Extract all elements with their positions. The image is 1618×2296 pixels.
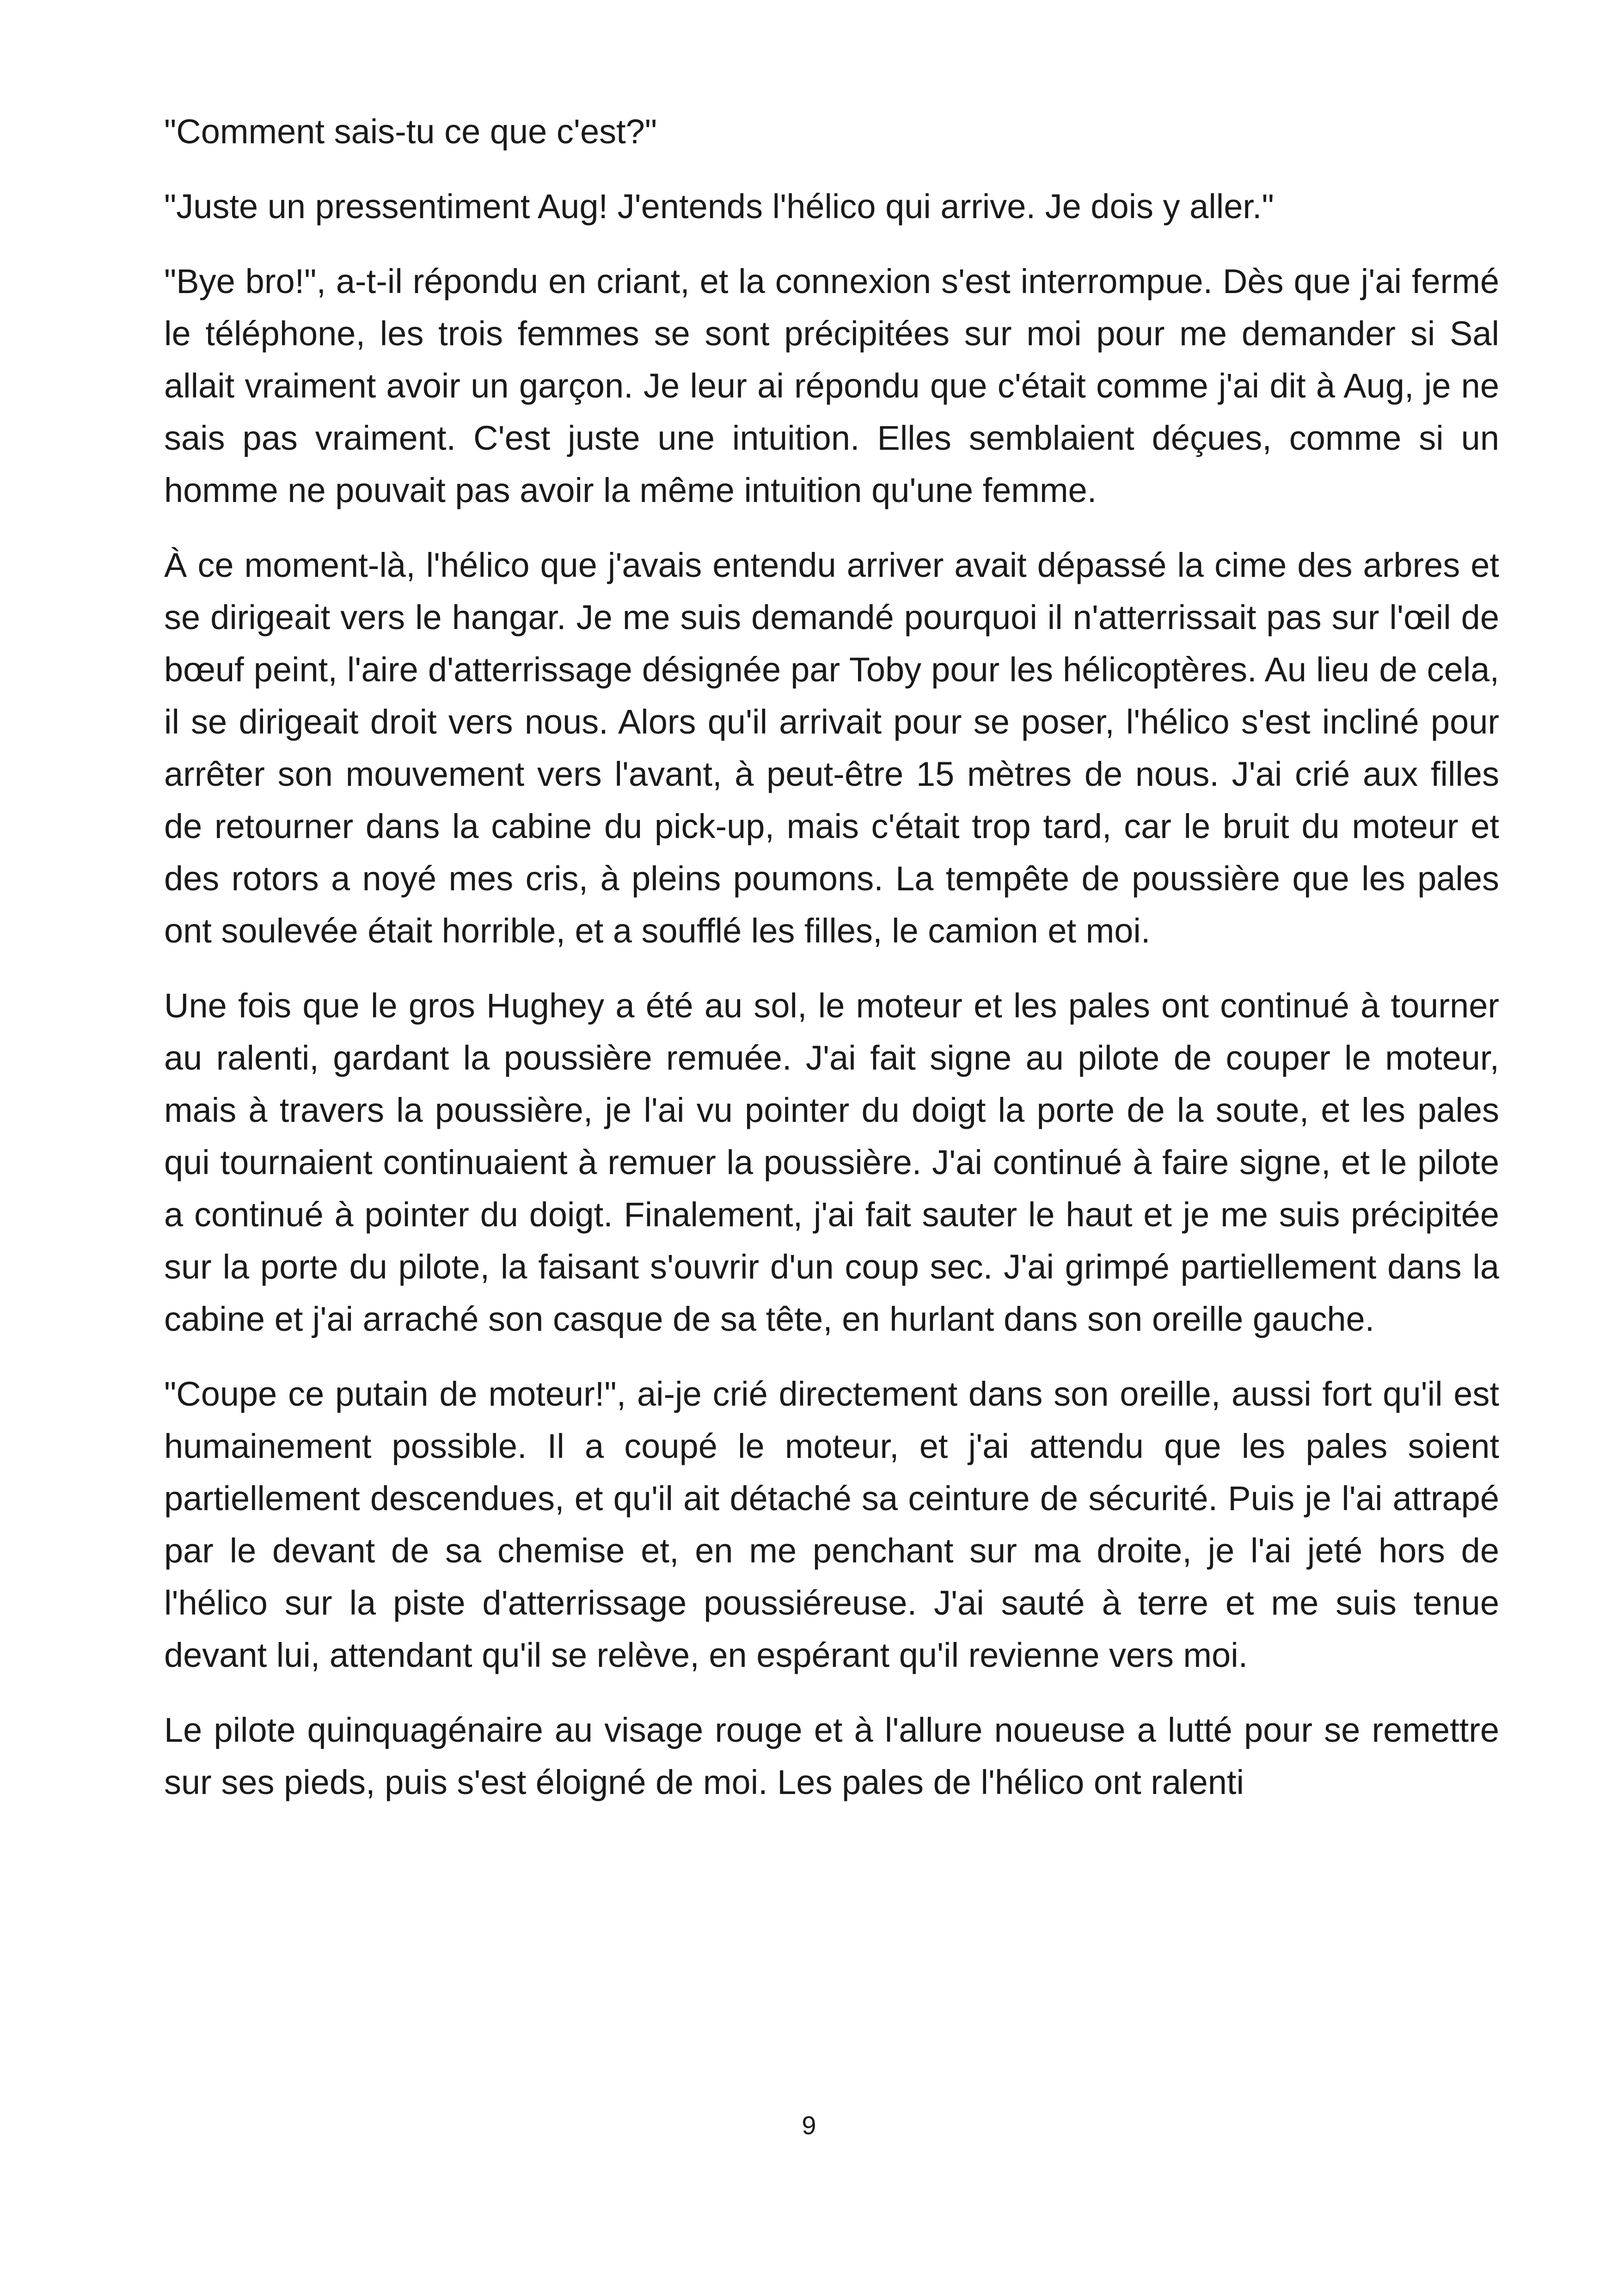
body-text <box>164 105 1499 1831</box>
paragraph-4: À ce moment-là, l'hélico que j'avais entendu arriver avait dépassé la cime des arbres et se dirigeait vers le hangar. Je me suis demandé pourquoi il n'atterrissait pas sur l'œil de bœuf peint, l'aire d'atterrissage désignée par Toby pour les hélicoptères. Au lieu de cela, il se dirigeait droit vers nous. Alors qu'il arrivait pour se poser, l'hélico s'est incliné pour arrêter son mouvement vers l'avant, à peut-être 15 mètres de nous. J'ai crié aux filles de retourner dans la cabine du pick-up, mais c'était trop tard, car le bruit du moteur et des rotors a noyé mes cris, à pleins poumons. La tempête de poussière que les pales ont soulevée était horrible, et a soufflé les filles, le camion et moi. <box>164 546 1499 950</box>
paragraph-5: Une fois que le gros Hughey a été au sol, le moteur et les pales ont continué à tourner au ralenti, gardant la poussière remuée. J'ai fait signe au pilote de couper le moteur, mais à travers la poussière, je l'ai vu pointer du doigt la porte de la soute, et les pales qui tournaient continuaient à remuer la poussière. J'ai continué à faire signe, et le pilote a continué à pointer du doigt. Finalement, j'ai fait sauter le haut et je me suis précipitée sur la porte du pilote, la faisant s'ouvrir d'un coup sec. J'ai grimpé partiellement dans la cabine et j'ai arraché son casque de sa tête, en hurlant dans son oreille gauche. <box>164 986 1499 1338</box>
paragraph-7: Le pilote quinquagénaire au visage rouge et à l'allure noueuse a lutté pour se remettre sur ses pieds, puis s'est éloigné de moi. Les pales de l'hélico ont ralenti <box>164 1711 1499 1801</box>
paragraph-3: "Bye bro!", a-t-il répondu en criant, et la connexion s'est interrompue. Dès que j'ai fermé le téléphone, les trois femmes se sont précipitées sur moi pour me demander si Sal allait vraiment avoir un garçon. Je leur ai répondu que c'était comme j'ai dit à Aug, je ne sais pas vraiment. C'est juste une intuition. Elles semblaient déçues, comme si un homme ne pouvait pas avoir la même intuition qu'une femme. <box>164 262 1499 509</box>
paragraph-6: "Coupe ce putain de moteur!", ai-je crié directement dans son oreille, aussi fort qu'il est humainement possible. Il a coupé le moteur, et j'ai attendu que les pales soient partiellement descendues, et qu'il ait détaché sa ceinture de sécurité. Puis je l'ai attrapé par le devant de sa chemise et, en me penchant sur ma droite, je l'ai jeté hors de l'hélico sur la piste d'atterrissage poussiéreuse. J'ai sauté à terre et me suis tenue devant lui, attendant qu'il se relève, en espérant qu'il revienne vers moi. <box>164 1375 1499 1674</box>
paragraph-1: "Comment sais-tu ce que c'est?" <box>164 112 657 151</box>
page-number: 9 <box>802 2111 816 2140</box>
paragraph-2: "Juste un pressentiment Aug! J'entends l'hélico qui arrive. Je dois y aller." <box>164 187 1274 226</box>
